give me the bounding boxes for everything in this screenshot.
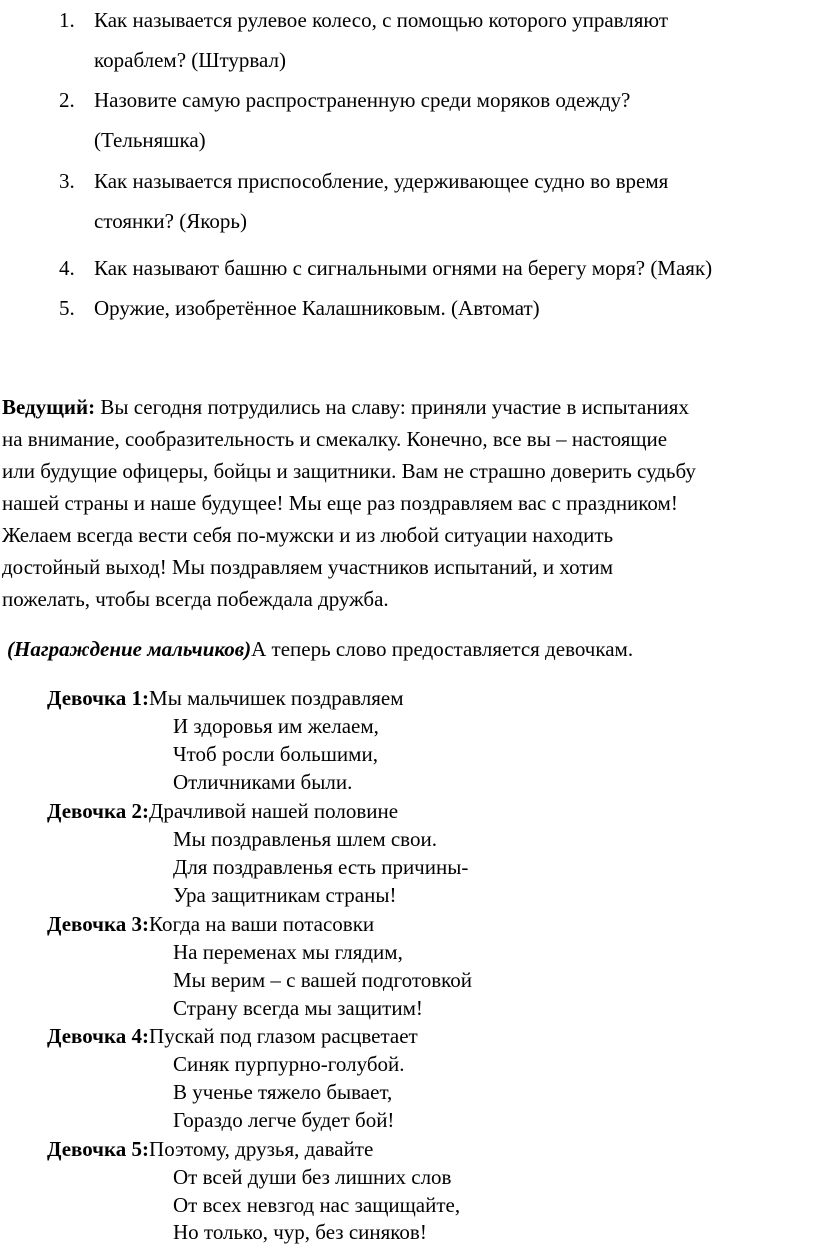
verse-line: Пускай под глазом расцветает	[149, 1024, 418, 1048]
question-text-line: стоянки? (Якорь)	[94, 209, 247, 233]
question-number: 3.	[59, 169, 75, 193]
verse-line: И здоровья им желаем,	[173, 714, 379, 738]
verse-line: Страну всегда мы защитим!	[173, 996, 423, 1020]
host-text: Вы сегодня потрудились на славу: приняли участие в испытаниях	[95, 395, 689, 419]
question-text-line: Как называется приспособление, удерживающее судно во время	[94, 169, 669, 193]
verse-line: Мы мальчишек поздравляем	[149, 686, 404, 710]
verse-line: Гораздо легче будет бой!	[173, 1108, 395, 1132]
verse-line: Синяк пурпурно-голубой.	[173, 1052, 405, 1076]
verse-line: Мы поздравленья шлем свои.	[173, 827, 437, 851]
verse-line: Когда на ваши потасовки	[149, 912, 375, 936]
question-text-line: кораблем? (Штурвал)	[94, 48, 286, 72]
question-text-line: Оружие, изобретённое Калашниковым. (Автомат)	[94, 296, 540, 320]
speaker-label: Девочка 4:	[47, 1024, 150, 1048]
host-line: или будущие офицеры, бойцы и защитники. Вам не страшно доверить судьбу	[2, 459, 696, 483]
award-stage-direction: (Награждение мальчиков)	[7, 637, 252, 661]
verse-line: Для поздравленья есть причины-	[173, 855, 469, 879]
verse-line: Но только, чур, без синяков!	[173, 1220, 427, 1244]
question-number: 1.	[59, 8, 75, 32]
verse-line: На переменах мы глядим,	[173, 940, 403, 964]
host-line: на внимание, сообразительность и смекалку. Конечно, все вы – настоящие	[2, 427, 668, 451]
verse-line: Ура защитникам страны!	[173, 883, 397, 907]
host-line: Желаем всегда вести себя по-мужски и из любой ситуации находить	[2, 523, 614, 547]
verse-line: От всех невзгод нас защищайте,	[173, 1193, 461, 1217]
question-text-line: Как называется рулевое колесо, с помощью которого управляют	[94, 8, 669, 32]
poem-stanza-4-first-line	[47, 1022, 418, 1050]
question-number: 5.	[59, 296, 75, 320]
poem-stanza-3-first-line	[47, 910, 374, 938]
speaker-label: Девочка 1:	[47, 686, 150, 710]
verse-line: Мы верим – с вашей подготовкой	[173, 968, 473, 992]
poem-stanza-1-first-line	[47, 684, 403, 712]
host-line: достойный выход! Мы поздравляем участников испытаний, и хотим	[2, 555, 614, 579]
host-label: Ведущий:	[2, 395, 96, 419]
verse-line: Драчливой нашей половине	[149, 799, 399, 823]
verse-line: От всей души без лишних слов	[173, 1165, 452, 1189]
host-line	[2, 391, 689, 423]
host-line: нашей страны и наше будущее! Мы еще раз поздравляем вас с праздником!	[2, 491, 678, 515]
question-number: 4.	[59, 256, 75, 280]
question-number: 2.	[59, 88, 75, 112]
speaker-label: Девочка 2:	[47, 799, 150, 823]
award-line	[7, 633, 633, 665]
verse-line: В ученье тяжело бывает,	[173, 1080, 393, 1104]
verse-line: Отличниками были.	[173, 770, 353, 794]
question-text-line: Как называют башню с сигнальными огнями на берегу моря? (Маяк)	[94, 256, 713, 280]
poem-stanza-2-first-line	[47, 797, 398, 825]
speaker-label: Девочка 3:	[47, 912, 150, 936]
award-text: А теперь слово предоставляется девочкам.	[251, 637, 634, 661]
verse-line: Поэтому, друзья, давайте	[149, 1137, 374, 1161]
verse-line: Чтоб росли большими,	[173, 742, 378, 766]
poem-stanza-5-first-line	[47, 1135, 373, 1163]
speaker-label: Девочка 5:	[47, 1137, 150, 1161]
host-line: пожелать, чтобы всегда побеждала дружба.	[2, 587, 389, 611]
question-text-line: Назовите самую распространенную среди моряков одежду?	[94, 88, 631, 112]
question-text-line: (Тельняшка)	[94, 128, 206, 152]
